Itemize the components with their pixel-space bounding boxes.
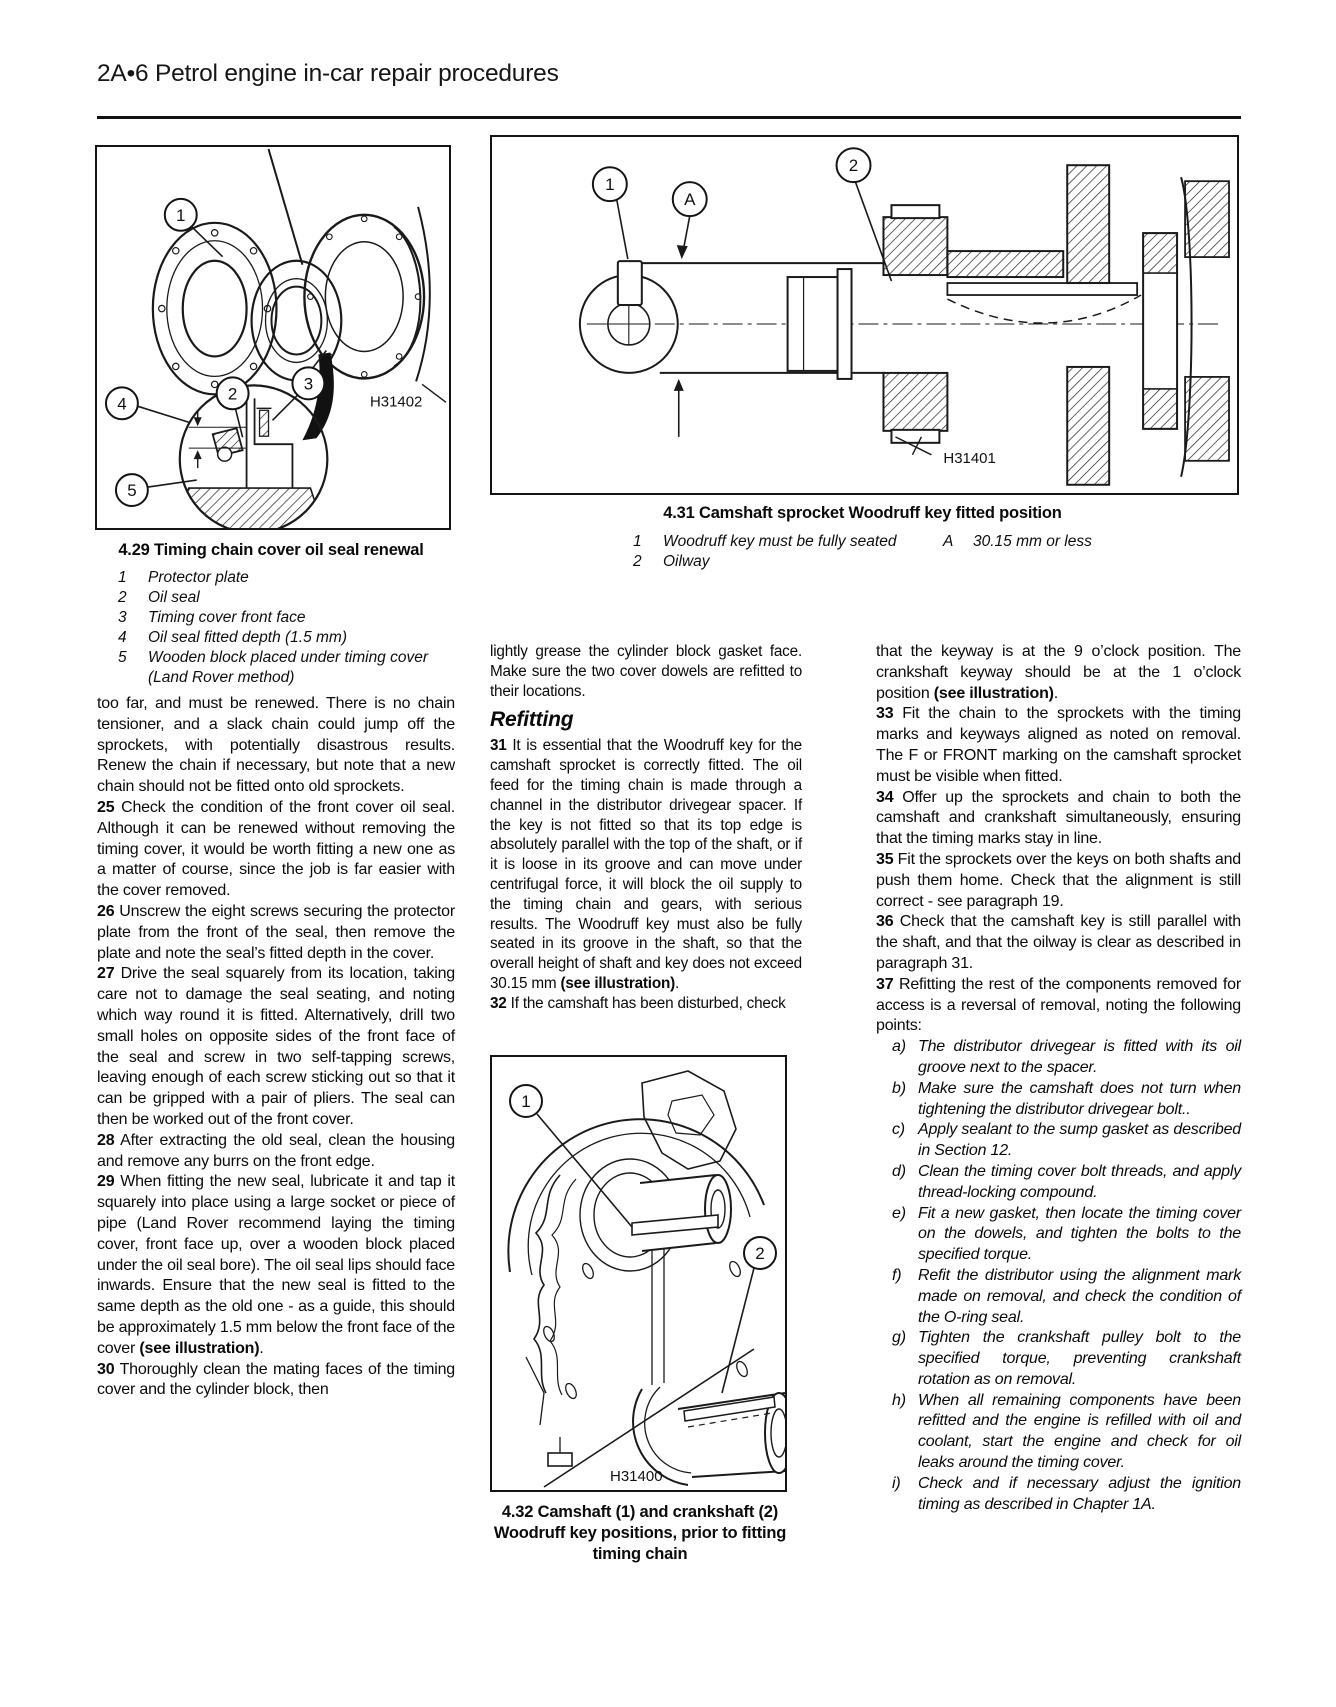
legend-row: [110, 568, 440, 588]
text-column-right: [876, 642, 1241, 1515]
legend-text: Timing cover front face: [148, 609, 306, 626]
figure-4-31-caption: 4.31 Camshaft sprocket Woodruff key fitted position: [663, 504, 1062, 522]
legend-row: [110, 648, 440, 688]
paragraph: 37 Refitting the rest of the components removed for access is a reversal of removal, noting the following points:: [876, 975, 1241, 1035]
figure-4-29-illustration: [97, 147, 449, 528]
lettered-list-item: [876, 1328, 1241, 1390]
legend-row: [110, 628, 440, 648]
list-letter: e): [892, 1204, 906, 1222]
list-letter: g): [892, 1329, 906, 1347]
legend-text: Oil seal fitted depth (1.5 mm): [148, 629, 347, 646]
callout-1: [593, 167, 628, 259]
camshaft-section-drawing: [580, 165, 1229, 485]
list-letter: c): [892, 1121, 905, 1139]
list-text: The distributor drivegear is fitted with its oil groove next to the spacer.: [918, 1038, 1241, 1076]
section-heading: Refitting: [490, 708, 574, 732]
legend-number: 2: [118, 589, 127, 606]
list-letter: d): [892, 1162, 906, 1180]
paragraph: that the keyway is at the 9 o’clock position. The crankshaft keyway should be at the 1 o’clock position (see illustration).: [876, 643, 1241, 702]
legend-number: 2: [633, 553, 642, 570]
figure-4-31-legend-right: [935, 532, 1175, 552]
lettered-list-item: [876, 1204, 1241, 1266]
legend-number: 4: [118, 629, 127, 646]
callout-4: [106, 387, 189, 422]
paragraph: 33 Fit the chain to the sprockets with the timing marks and keyways aligned as noted on removal. The F or FRONT marking on the camshaft sprocket must be visible when fitted.: [876, 705, 1241, 785]
svg-text:1: 1: [176, 205, 186, 225]
legend-text: Oilway: [663, 553, 710, 570]
svg-text:3: 3: [303, 374, 314, 394]
paragraph: lightly grease the cylinder block gasket face. Make sure the two cover dowels are refitted to their locations.: [490, 643, 802, 700]
list-text: When all remaining components have been refitted and the engine is refilled with oil and coolant, start the engine and check for oil leaks around the timing cover.: [918, 1391, 1241, 1472]
header-rule: [97, 116, 1241, 119]
legend-number: A: [943, 533, 954, 550]
list-letter: h): [892, 1391, 906, 1409]
callout-5: [116, 474, 197, 506]
figure-code-label: H31400: [610, 1468, 663, 1485]
page-header: 2A•6 Petrol engine in-car repair procedures: [97, 60, 559, 87]
figure-4-32-illustration: [492, 1057, 785, 1490]
figure-4-31-legend-left: [625, 532, 925, 572]
list-text: Tighten the crankshaft pulley bolt to the specified torque, preventing crankshaft rotation as on removal.: [918, 1329, 1241, 1388]
list-letter: i): [892, 1474, 901, 1492]
legend-row: [625, 552, 925, 572]
timing-cover-face-drawing: [269, 149, 446, 402]
paragraph: 27 Drive the seal squarely from its location, taking care not to damage the seal seating, and noting which way round it is fitted. Alternatively, drill two small holes on opposite sides of the front face of the seal and screw in two self-tapping screws, leaving enough of each screw sticking out so that it can be gripped with a pair of pliers. The seal can then be worked out of the front cover.: [97, 965, 455, 1128]
figure-code-label: H31402: [369, 393, 423, 411]
list-text: Fit a new gasket, then locate the timing cover on the dowels, and tighten the bolts to the specified torque.: [918, 1204, 1241, 1264]
engine-front-drawing: [508, 1071, 785, 1487]
list-text: Refit the distributor using the alignment mark made on removal, and check the condition of the O-ring seal.: [918, 1266, 1241, 1326]
legend-text: Oil seal: [148, 589, 200, 606]
legend-row: [110, 588, 440, 608]
paragraph: 30 Thoroughly clean the mating faces of the timing cover and the cylinder block, then: [97, 1360, 455, 1399]
legend-text: 30.15 mm or less: [973, 533, 1092, 550]
legend-row: [935, 532, 1175, 552]
paragraph: 35 Fit the sprockets over the keys on both shafts and push them home. Check that the alignment is still correct - see paragraph 19.: [876, 850, 1241, 910]
legend-text: Wooden block placed under timing cover (Land Rover method): [148, 649, 429, 686]
figure-4-29: [95, 145, 451, 530]
lettered-list-item: [876, 1266, 1241, 1328]
text-column-left: [97, 694, 455, 1401]
lettered-list-item: [876, 1120, 1241, 1162]
list-text: Make sure the camshaft does not turn when tightening the distributor drivegear bolt..: [918, 1079, 1241, 1118]
callout-1: [510, 1085, 632, 1227]
paragraph: too far, and must be renewed. There is no chain tensioner, and a slack chain could jump off the sprockets, with potentially disastrous results. Renew the chain if necessary, but note that a new chain should not be fitted onto old sprockets.: [97, 695, 455, 796]
paragraph: 34 Offer up the sprockets and chain to both the camshaft and crankshaft simultaneously, ensuring that the timing marks stay in line.: [876, 788, 1241, 848]
seal-depth-detail: [177, 385, 328, 528]
legend-number: 5: [118, 649, 127, 666]
figure-code-label: H31401: [943, 449, 996, 467]
lettered-list-item: [876, 1474, 1241, 1516]
callout-2: [217, 377, 249, 437]
figure-4-31: [490, 135, 1239, 495]
legend-text: Woodruff key must be fully seated: [663, 533, 897, 550]
paragraph: 25 Check the condition of the front cover oil seal. Although it can be renewed without removing the timing cover, it would be worth fitting a new one as a matter of course, since the job is far easier with the cover removed.: [97, 798, 455, 900]
list-letter: b): [892, 1079, 906, 1097]
text-column-middle: [490, 642, 802, 1014]
paragraph: 31 It is essential that the Woodruff key for the camshaft sprocket is correctly fitted. The oil feed for the timing chain is made through a channel in the distributor drivegear spacer. If the key is not fitted so that its top edge is absolutely parallel with the top of the shaft, or if it is loose in its groove and can move under centrifugal force, it will block the oil supply to the timing chain and gears, with serious results. The Woodruff key must also be fully seated in its groove in the shaft, so that the overall height of shaft and key does not exceed 30.15 mm (see illustration).: [490, 737, 802, 992]
list-letter: a): [892, 1038, 906, 1056]
svg-text:1: 1: [605, 175, 615, 195]
lettered-list-item: [876, 1079, 1241, 1121]
caption-line: timing chain: [592, 1545, 688, 1563]
list-text: Apply sealant to the sump gasket as described in Section 12.: [918, 1121, 1241, 1160]
svg-text:2: 2: [227, 384, 238, 404]
list-letter: f): [892, 1266, 902, 1284]
callout-a: [673, 182, 707, 259]
paragraph: 28 After extracting the old seal, clean the housing and remove any burrs on the front edge.: [97, 1131, 455, 1170]
figure-4-29-caption: 4.29 Timing chain cover oil seal renewal: [118, 541, 424, 559]
legend-text: Protector plate: [148, 569, 249, 586]
figure-4-32-caption: [473, 1502, 807, 1565]
legend-number: 1: [118, 569, 127, 586]
lettered-list-item: [876, 1162, 1241, 1204]
paragraph: 32 If the camshaft has been disturbed, check: [490, 994, 786, 1012]
lettered-list-item: [876, 1391, 1241, 1474]
svg-text:2: 2: [848, 156, 859, 176]
legend-row: [625, 532, 925, 552]
caption-line: 4.32 Camshaft (1) and crankshaft (2): [501, 1503, 779, 1521]
figure-4-32: [490, 1055, 787, 1492]
figure-4-29-legend: [110, 568, 440, 688]
svg-text:1: 1: [521, 1092, 531, 1111]
svg-text:2: 2: [755, 1244, 765, 1263]
legend-row: [110, 608, 440, 628]
list-text: Check and if necessary adjust the ignition timing as described in Chapter 1A.: [918, 1474, 1241, 1513]
paragraph: 26 Unscrew the eight screws securing the protector plate from the front of the seal, then remove the plate and note the seal’s fitted depth in the cover.: [97, 902, 455, 962]
paragraph: 29 When fitting the new seal, lubricate it and tap it squarely into place using a large socket or piece of pipe (Land Rover recommend laying the timing cover, front face up, over a wooden block placed under the oil seal bore). The oil seal lips should face inwards. Ensure that the new seal is fitted to the same depth as the old one - as a guide, this should be approximately 1.5 mm below the front face of the cover (see illustration).: [97, 1173, 455, 1357]
list-text: Clean the timing cover bolt threads, and apply thread-locking compound.: [918, 1162, 1241, 1201]
legend-number: 1: [633, 533, 642, 550]
svg-text:4: 4: [117, 394, 127, 414]
callout-2: [722, 1237, 776, 1393]
legend-number: 3: [118, 609, 127, 626]
svg-text:A: A: [684, 190, 696, 210]
caption-line: Woodruff key positions, prior to fitting: [493, 1524, 787, 1542]
paragraph: 36 Check that the camshaft key is still parallel with the shaft, and that the oilway is clear as described in paragraph 31.: [876, 913, 1241, 972]
svg-text:5: 5: [127, 481, 137, 501]
lettered-list-item: [876, 1037, 1241, 1079]
figure-4-31-illustration: [492, 137, 1237, 493]
